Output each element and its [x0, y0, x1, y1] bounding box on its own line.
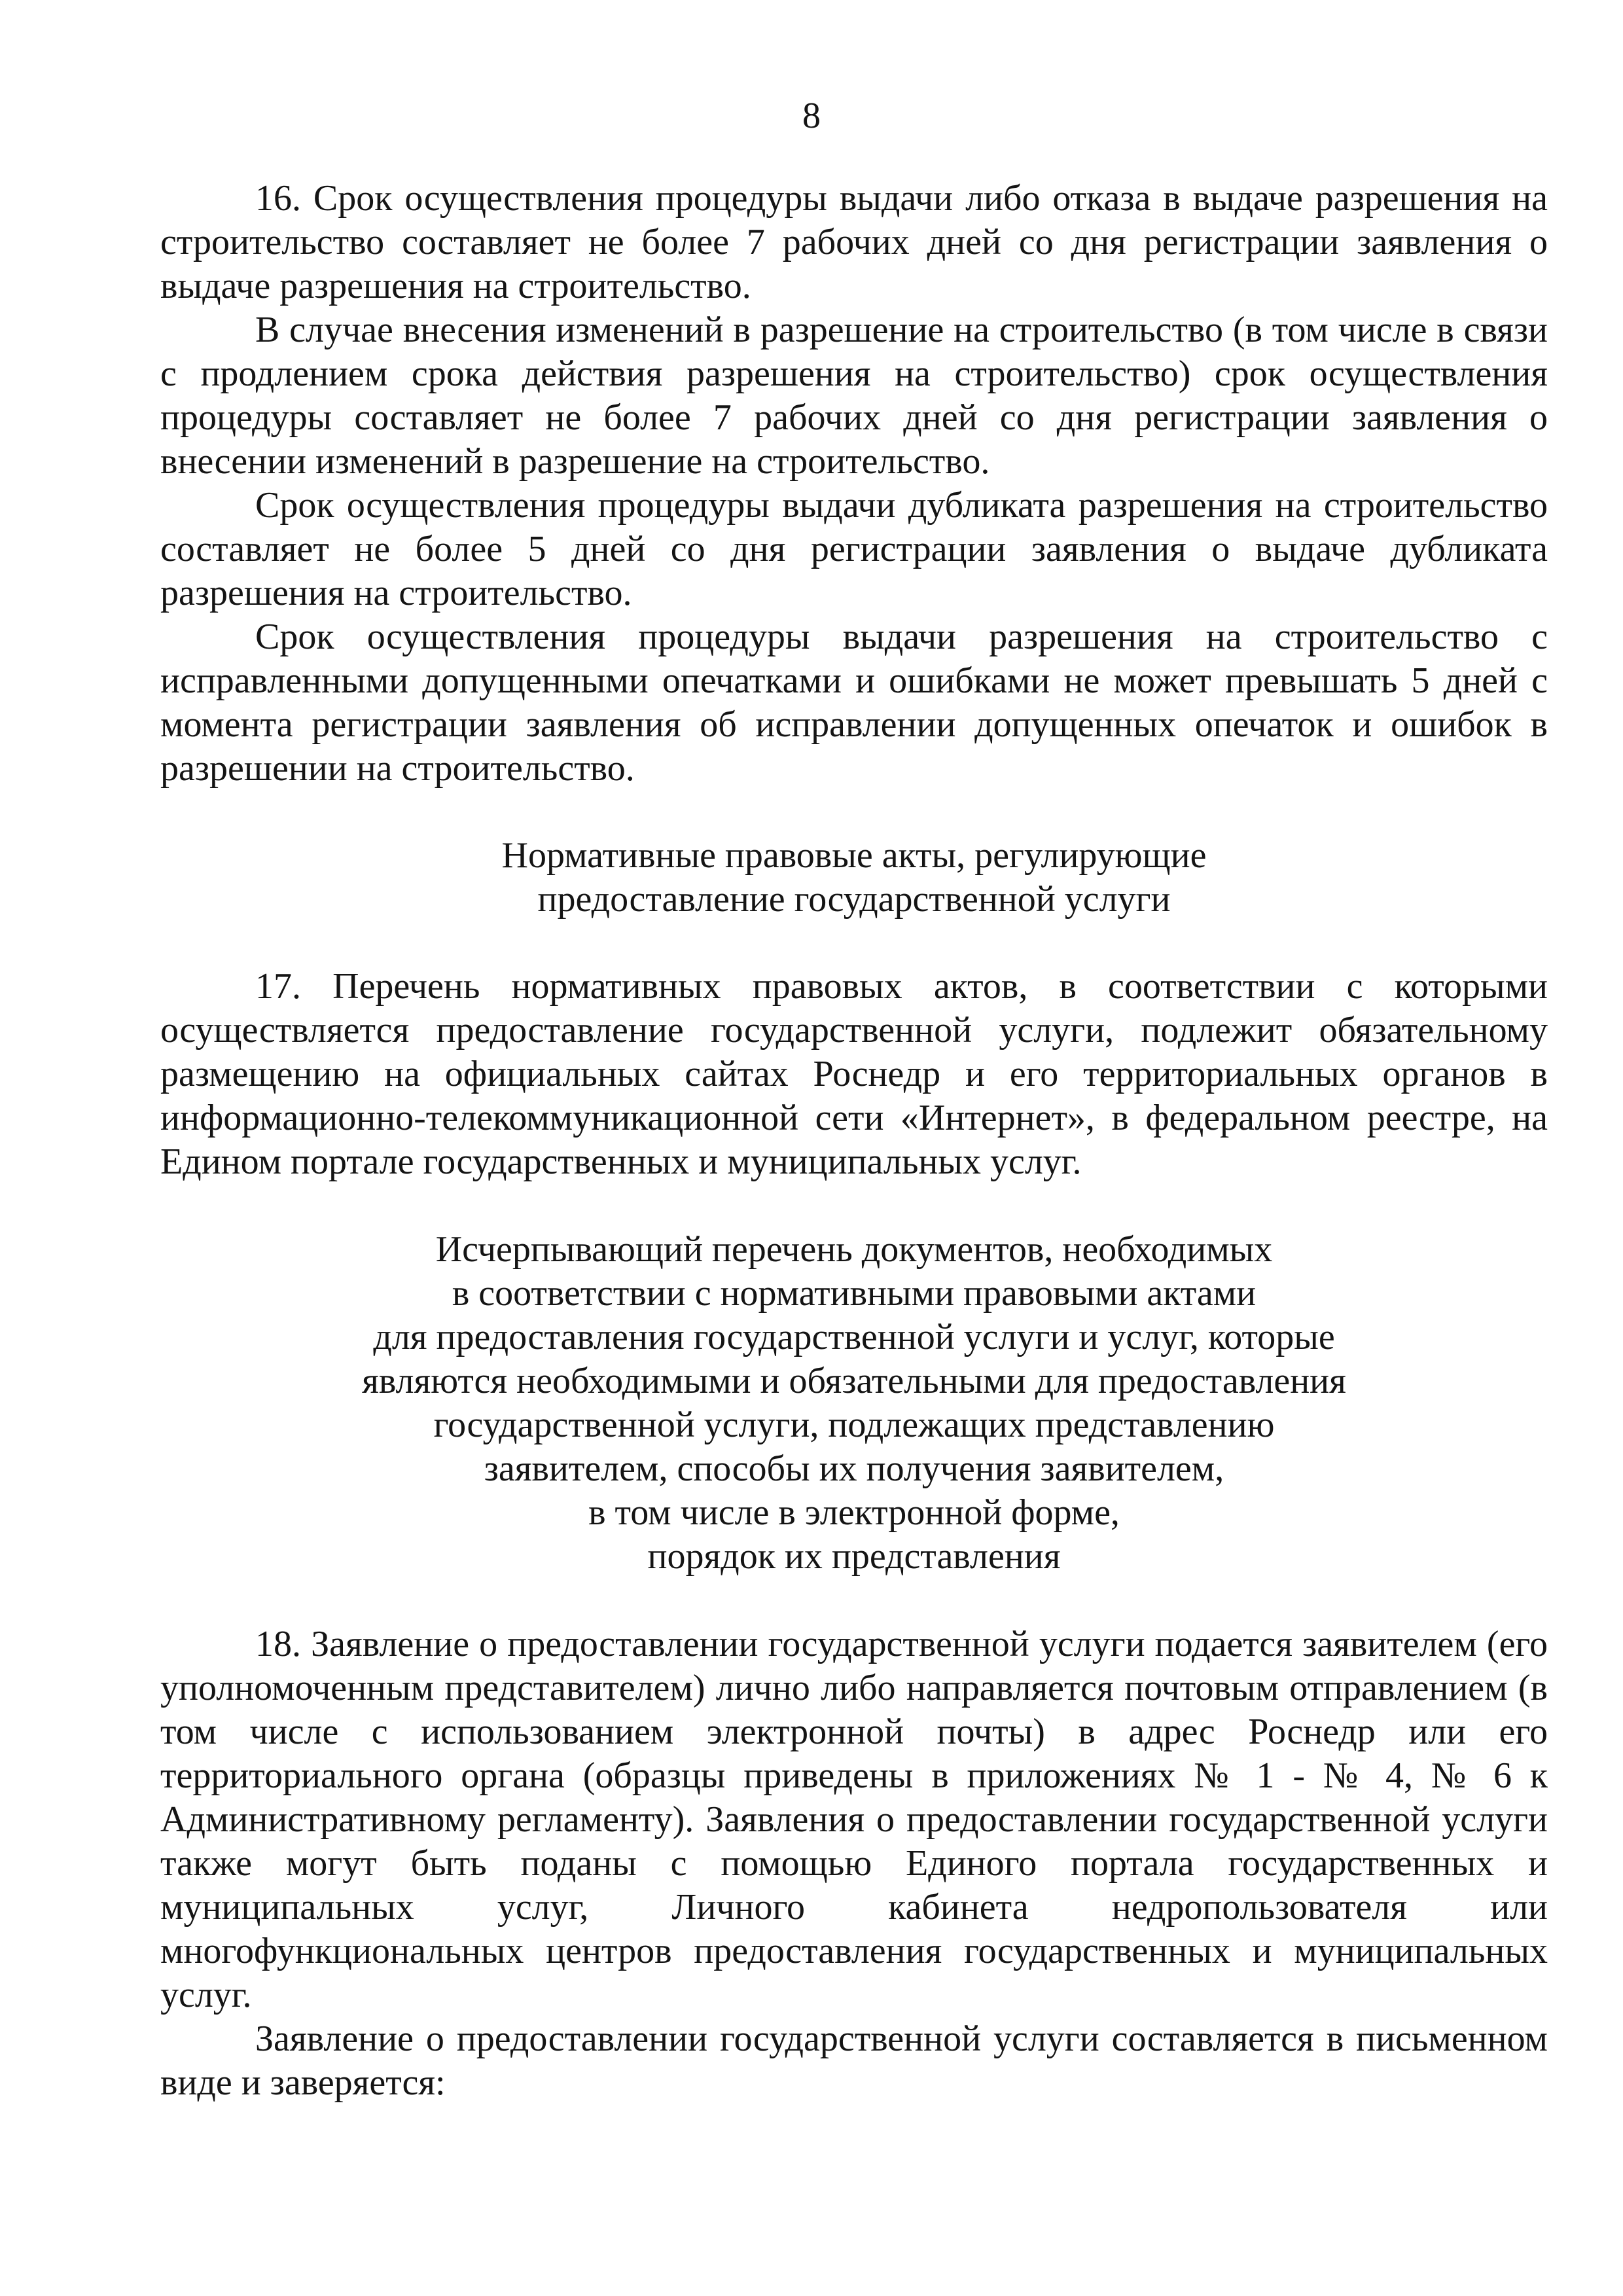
paragraph-16-amendments: В случае внесения изменений в разрешение на строительство (в том числе в связи с продлением срока действия разрешения на строительство) срок осуществления процедуры составляет не более 7 рабочих дней со дня регистрации заявления о внесении изменений в разрешение на строительство.	[160, 310, 1548, 482]
document-body	[160, 177, 1548, 2105]
section-heading-legal-acts: Нормативные правовые акты, регулирующие предоставление государственной услуги	[501, 835, 1207, 920]
paragraph-17: 17. Перечень нормативных правовых актов, в соответствии с которыми осуществляется предоставление государственной услуги, подлежит обязательному размещению на официальных сайтах Роснедр и его территориальных органов в информационно-телекоммуникационной сети «Интернет», в федеральном реестре, на Едином портале государственных и муниципальных услуг.	[160, 966, 1548, 1182]
page-number: 8	[802, 96, 821, 136]
paragraph-16-duplicate: Срок осуществления процедуры выдачи дубликата разрешения на строительство составляет не более 5 дней со дня регистрации заявления о выдаче дубликата разрешения на строительство.	[160, 485, 1548, 613]
section-heading-documents-list: Исчерпывающий перечень документов, необходимых в соответствии с нормативными правовыми актами для предоставления государственной услуги и услуг, которые являются необходимыми и обязательными для предоставления государственной услуги, подлежащих представлению заявителем, способы их получения заявителем, в том числе в электронной форме, порядок их представления	[362, 1229, 1346, 1577]
paragraph-16-corrections: Срок осуществления процедуры выдачи разрешения на строительство с исправленными допущенными опечатками и ошибками не может превышать 5 дней с момента регистрации заявления об исправлении допущенных опечаток и ошибок в разрешении на строительство.	[160, 617, 1548, 789]
paragraph-18-written-form: Заявление о предоставлении государственной услуги составляется в письменном виде и заверяется:	[160, 2018, 1548, 2103]
paragraph-18: 18. Заявление о предоставлении государственной услуги подается заявителем (его уполномоченным представителем) лично либо направляется почтовым отправлением (в том числе с использованием электронной почты) в адрес Роснедр или его территориального органа (образцы приведены в приложениях № 1 - № 4, № 6 к Административному регламенту). Заявления о предоставлении государственной услуги также могут быть поданы с помощью Единого портала государственных и муниципальных услуг, Личного кабинета недропользователя или многофункциональных центров предоставления государственных и муниципальных услуг.	[160, 1624, 1548, 2015]
paragraph-16: 16. Срок осуществления процедуры выдачи либо отказа в выдаче разрешения на строительство составляет не более 7 рабочих дней со дня регистрации заявления о выдаче разрешения на строительство.	[160, 178, 1548, 306]
